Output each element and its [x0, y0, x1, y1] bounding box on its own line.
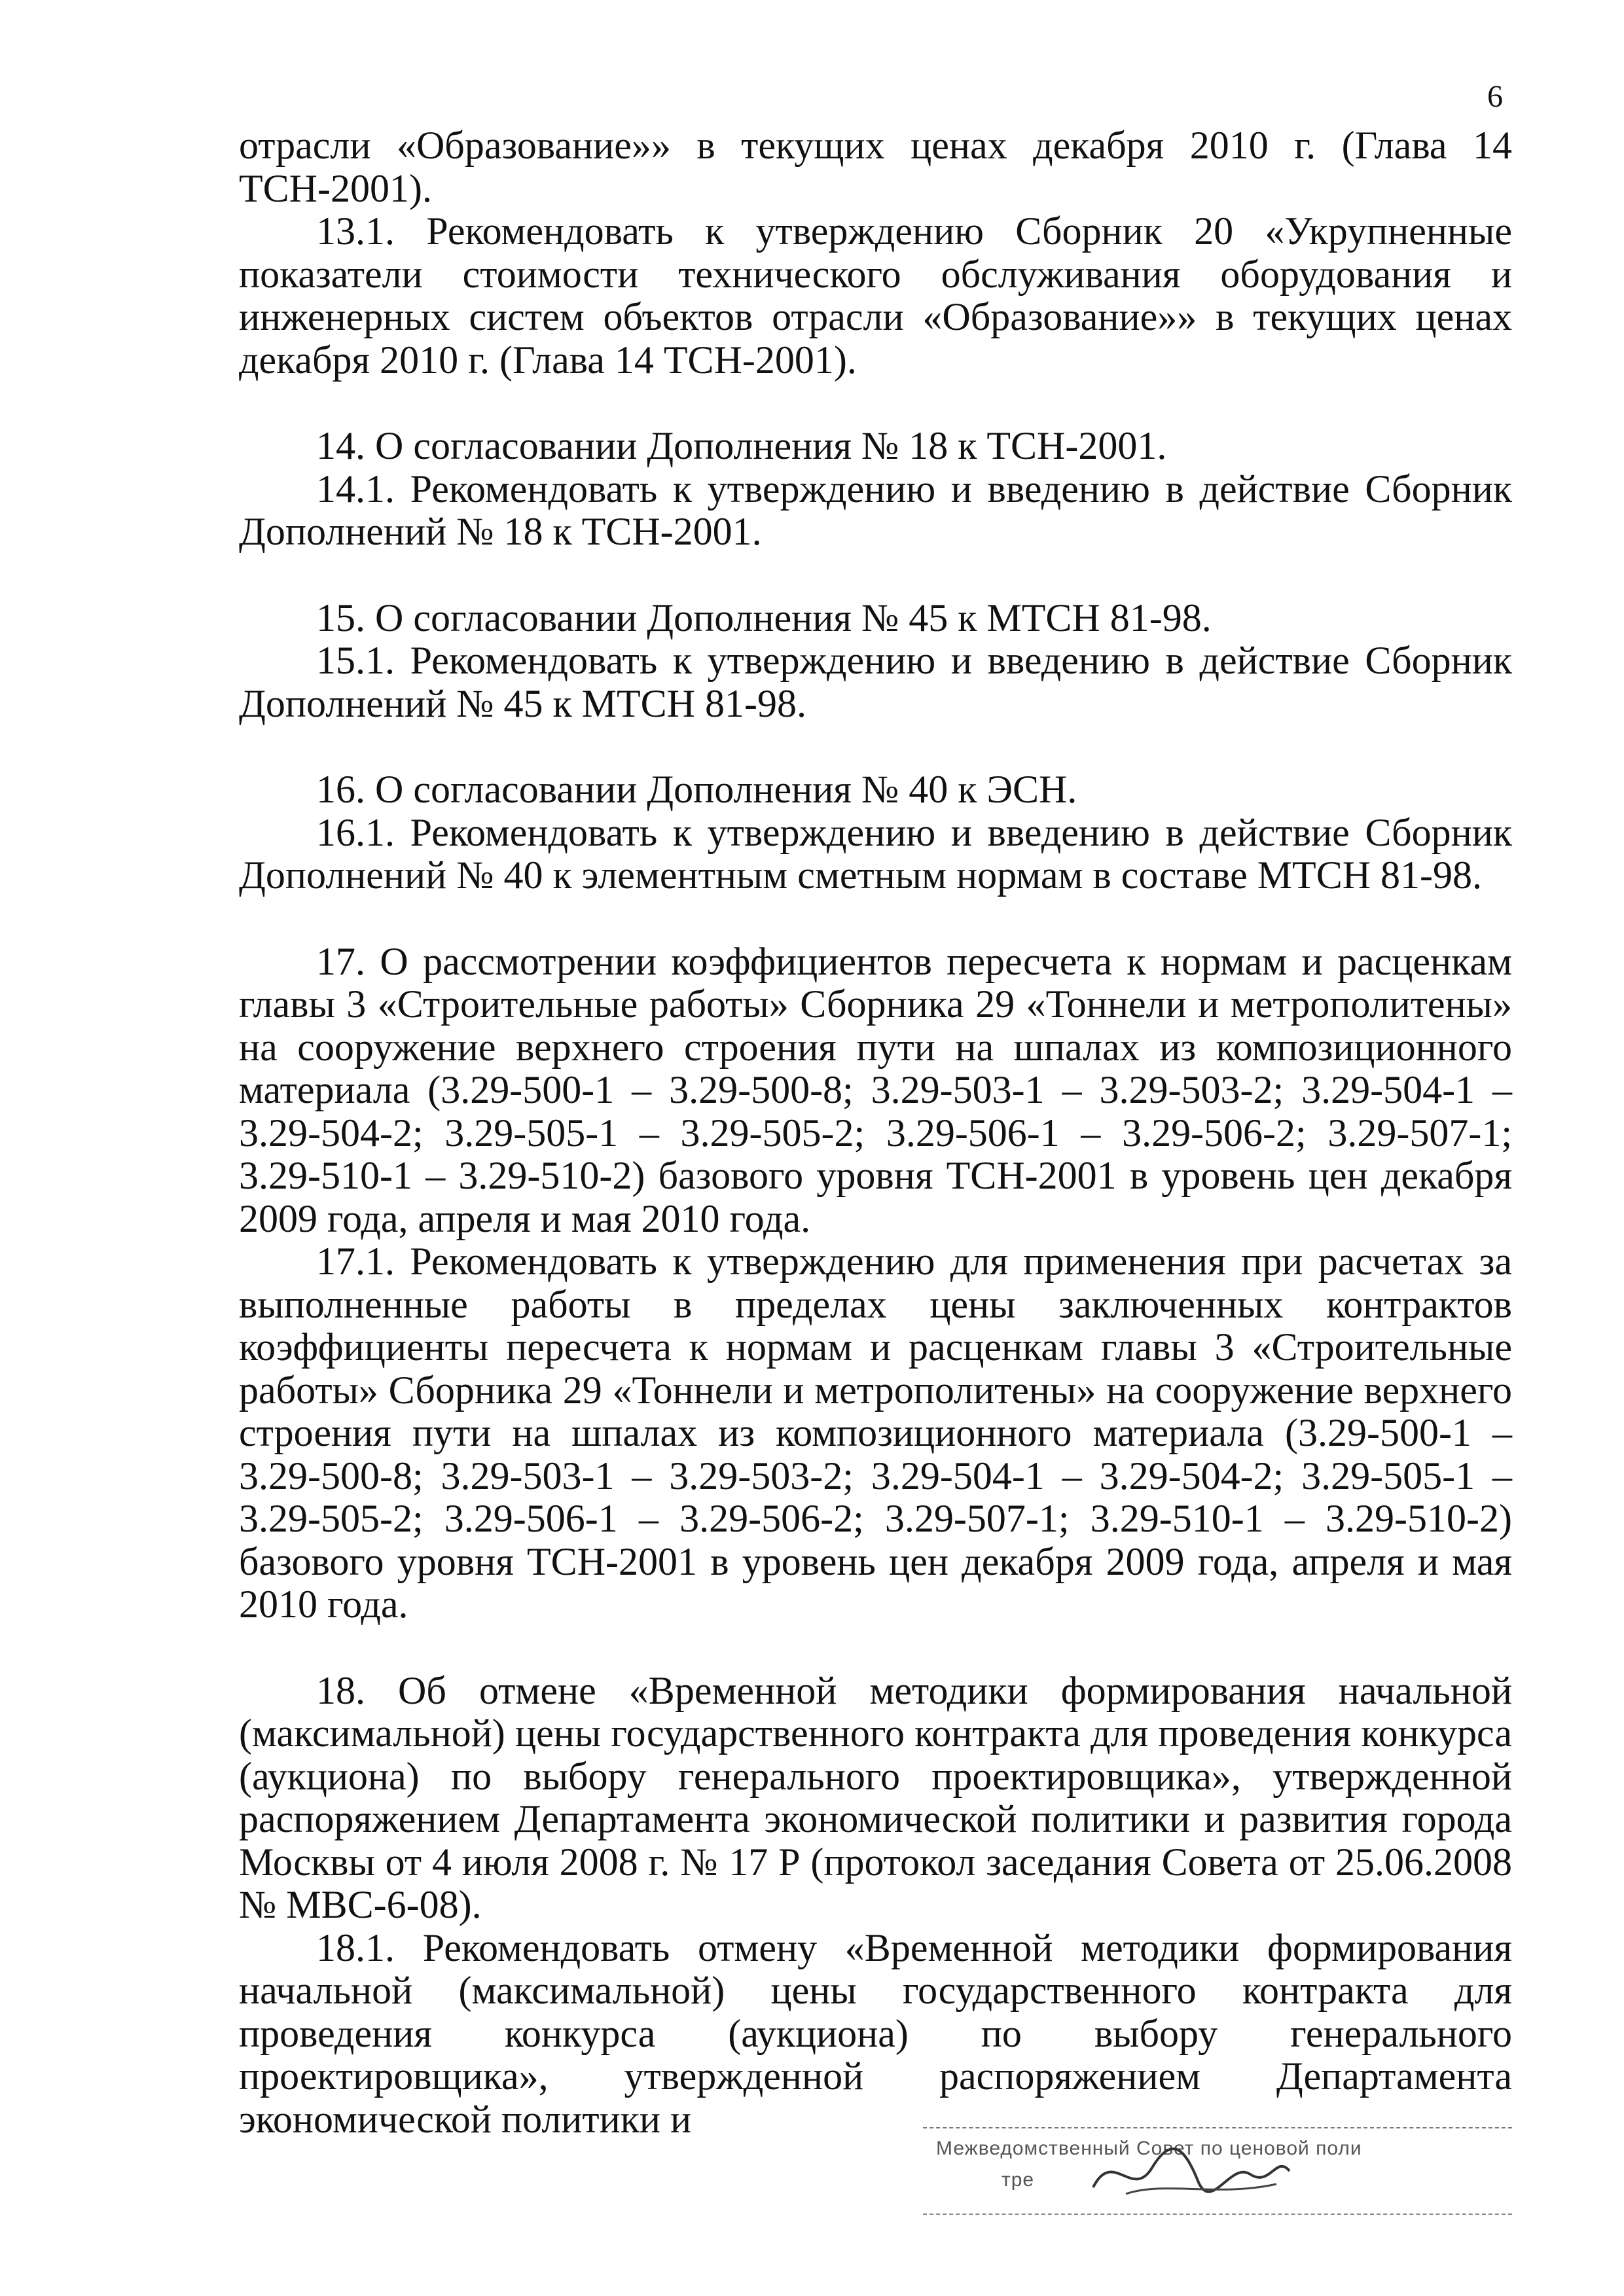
signature-icon — [1087, 2135, 1296, 2207]
paragraph-14: 14. О согласовании Дополнения № 18 к ТСН-2001. — [316, 424, 1167, 467]
stamp-line-1: Межведомственный Совет по ценовой поли — [936, 2138, 1362, 2159]
paragraph-17: 17. О рассмотрении коэффициентов пересчета к нормам и расценкам главы 3 «Строительные работы» Сборника 29 «Тоннели и метрополитены» на сооружение верхнего строения пути на шпалах из композиционного материала (3.29-500-1 – 3.29-500-8; 3.29-503-1 – 3.29-503-2; 3.29-504-1 – 3.29-504-2; 3.29-505-1 – 3.29-505-2; 3.29-506-1 – 3.29-506-2; 3.29-507-1; 3.29-510-1 – 3.29-510-2) базового уровня ТСН-2001 в уровень цен декабря 2009 года, апреля и мая 2010 года. — [239, 939, 1512, 1240]
page-number: 6 — [1487, 79, 1503, 114]
paragraph-18-1: 18.1. Рекомендовать отмену «Временной методики формирования начальной (максимальной) цены государственного контракта для проведения конкурса (аукциона) по выбору генерального проектировщика», утвержденной распоряжением Департамента экономической политики и — [239, 1926, 1512, 2141]
paragraph-15-1: 15.1. Рекомендовать к утверждению и введению в действие Сборник Дополнений № 45 к МТСН 81-98. — [239, 639, 1512, 725]
paragraph-16: 16. О согласовании Дополнения № 40 к ЭСН. — [316, 768, 1077, 811]
paragraph-15: 15. О согласовании Дополнения № 45 к МТСН 81-98. — [316, 596, 1212, 639]
council-stamp — [923, 2127, 1512, 2215]
paragraph-continuation: отрасли «Образование»» в текущих ценах декабря 2010 г. (Глава 14 ТСН-2001). — [239, 124, 1512, 210]
document-body — [239, 124, 1512, 2141]
paragraph-18: 18. Об отмене «Временной методики формирования начальной (максимальной) цены государственного контракта для проведения конкурса (аукциона) по выбору генерального проектировщика», утвержденной распоряжением Департамента экономической политики и развития города Москвы от 4 июля 2008 г. № 17 Р (протокол заседания Совета от 25.06.2008 № МВС-6-08). — [239, 1668, 1512, 1926]
paragraph-17-1: 17.1. Рекомендовать к утверждению для применения при расчетах за выполненные работы в пределах цены заключенных контрактов коэффициенты пересчета к нормам и расценкам главы 3 «Строительные работы» Сборника 29 «Тоннели и метрополитены» на сооружение верхнего строения пути на шпалах из композиционного материала (3.29-500-1 – 3.29-500-8; 3.29-503-1 – 3.29-503-2; 3.29-504-1 – 3.29-504-2; 3.29-505-1 – 3.29-505-2; 3.29-506-1 – 3.29-506-2; 3.29-507-1; 3.29-510-1 – 3.29-510-2) базового уровня ТСН-2001 в уровень цен декабря 2009 года, апреля и мая 2010 года. — [239, 1240, 1512, 1626]
stamp-line-2: тре — [1001, 2169, 1035, 2191]
paragraph-16-1: 16.1. Рекомендовать к утверждению и введению в действие Сборник Дополнений № 40 к элементным сметным нормам в составе МТСН 81-98. — [239, 810, 1512, 897]
paragraph-13-1: 13.1. Рекомендовать к утверждению Сборник 20 «Укрупненные показатели стоимости технического обслуживания оборудования и инженерных систем объектов отрасли «Образование»» в текущих ценах декабря 2010 г. (Глава 14 ТСН-2001). — [239, 209, 1512, 382]
paragraph-14-1: 14.1. Рекомендовать к утверждению и введению в действие Сборник Дополнений № 18 к ТСН-2001. — [239, 467, 1512, 553]
